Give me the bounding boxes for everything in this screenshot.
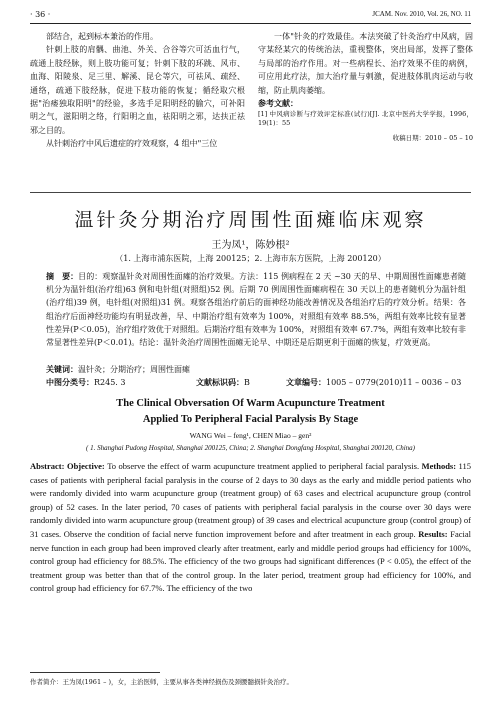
abstract-label-zh: 摘 要： — [46, 271, 79, 281]
paragraph: 一体"针灸的疗效最佳。本法突破了针灸治疗中风病，固守某经某穴的传统治法，重视整体，突出局部，发挥了整体与局部的治疗作用。对一些病程长、治疗效果不佳的病例，可应用此疗法，加大治疗量与剌激，促进肢体肌肉运动与收缩，防止肌肉萎缩。 — [258, 32, 473, 95]
paragraph: 部结合，起到标本兼治的作用。 — [46, 32, 158, 41]
reference-item: [1] 中风病诊断与疗效评定标准(试行)[J]. 北京中医药大学学报，1996，19(1)：55 — [258, 110, 473, 128]
authors-en: WANG Wei – feng¹, CHEN Miao – gen² — [189, 431, 312, 440]
objective-text: To observe the effect of warm acupuncture treatment applied to peripheral facial paralysis. — [107, 461, 420, 471]
article-title-zh: 温针灸分期治疗周围性面瘫临床观察 — [74, 209, 427, 231]
author-footnote: 作者简介：王为凤(1961 – )，女，主治医师，主要从事各类神经损伤及颈腰髓损针灸治疗。 — [30, 678, 293, 686]
affiliation-zh: （1. 上海市浦东医院，上海 200125；2. 上海市东方医院，上海 200120） — [115, 254, 386, 263]
article-no-value: 1005 – 0779(2010)11 – 0036 – 03 — [326, 378, 462, 387]
doc-code-label: 文献标识码： — [196, 377, 244, 387]
cls-label: 中图分类号： — [46, 377, 94, 387]
article-no-label: 文章编号： — [286, 377, 326, 387]
classification-line — [46, 377, 476, 388]
section-divider — [30, 192, 471, 193]
article-title-en — [0, 396, 501, 428]
results-label: Results — [418, 528, 445, 539]
title-line: Applied To Peripheral Facial Paralysis By Stage — [142, 414, 359, 425]
page-number: · 36 · — [30, 10, 51, 19]
affiliation-en: ( 1. Shanghai Pudong Hospital, Shanghai 200125, China; 2. Shanghai Dongfang Hospital, Shanghai 200120, China) — [85, 444, 415, 452]
abstract-text-zh: 目的：观察温针灸对周围性面瘫的治疗效果。方法：115 例病程在 2 天 ~30 天的早、中期周围性面瘫患者随机分为温针组(治疗组)63 例和电针组(对照组)52 例。后期 70 例周围性面瘫病程在 30 天以上的患者随机分为温针组(治疗组)39 例，电针组(对照组)31 例。观察各组治疗前后的面神经功能改善情况及各组治疗后的疗效分析。结果：各组治疗后面神经功能均有明显改善，早、中期治疗组有效率为 100%，对照组有效率 88.5%，两组有效率比较有显著性差异(P＜0.05)，治疗组疗效优于对照组。后期治疗组有效率为 100%，对照组有效率 67.7%，两组有效率比较有非常显著性差异(P＜0.01)。结论：温针灸治疗周围性面瘫无论早、中期还是后期更利于面瘫的恢复，疗效更高。 — [46, 272, 467, 348]
footnote-rule — [30, 672, 160, 673]
keywords-label: 关键词： — [46, 364, 78, 374]
abstract-label-en: Abstract — [30, 461, 62, 471]
references-heading: 参考文献： — [258, 98, 298, 109]
journal-header: JCAM. Nov. 2010, Vol. 26, NO. 11 — [372, 10, 471, 18]
received-date: 收稿日期：2010 – 05 – 10 — [392, 134, 473, 143]
title-line: The Clinical Obversation Of Warm Acupuncture Treatment — [116, 398, 385, 409]
abstract-en: Abstract: Objective: To observe the effect of warm acupuncture treatment applied to peripheral facial paralysis. Methods: 115 cases of patients with peripheral facial paralysis in the course of 2 days to 30 days as the early and middle period patients who were randomly divided into warm acupuncture group (treatment group) of 63 cases and electrical acupuncture group (control group) of 52 cases. In the later period, 70 cases of patients with peripheral facial paralysis in the course over 30 days were randomly divided into warm acupuncture group (treatment group) of 39 cases and electrical acupuncture group (control group) of 31 cases. Observe the condition of facial nerve function improvement before and after treatment in each group. Results: Facial nerve function in each group had been improved clearly after treatment, early and middle period groups had efficiency for 100%, control group had efficiency for 88.5%. The efficiency of the two groups had significant differences (P < 0.05), the effect of the treatment group was better than that of the control group. In the later period, treatment group had efficiency for 100%, and control group had efficiency for 67.7%. The efficiency of the two — [30, 461, 471, 594]
methods-text: 115 cases of patients with peripheral facial paralysis in the course of 2 days to 30 days as the early and middle period patients who were randomly divided into warm acupuncture group (treatment group) of 63 cases and electrical acupuncture group (control group) of 52 cases. In the later period, 70 cases of patients with peripheral facial paralysis in the course over 30 days were randomly divided into warm acupuncture group (treatment group) of 39 cases and electrical acupuncture group (control group) of 31 cases. Observe the condition of facial nerve function improvement before and after treatment in each group. — [30, 461, 471, 539]
right-column — [258, 30, 473, 146]
objective-label: Objective — [66, 461, 102, 471]
cls-value: R245. 3 — [94, 378, 126, 387]
paragraph: 针刺上肢的肩髃、曲池、外关、合谷等穴可活血行气，疏通上肢经脉，则上肢功能可复；针刺下肢的环跳、风市、血海、阳陵泉、足三里、解溪、昆仑等穴，可祛风、疏经、通络，疏通下肢经脉，促进下肢功能的恢复；循经取穴根据"治痿独取阳明"的经验，多选手足阳明经的腧穴，可补阳明之气，滋阳明之络，行阳明之血，祛阳明之邪，达扶正祛邪之目的。 — [30, 45, 245, 135]
left-column — [30, 30, 245, 151]
results-text: Facial nerve function in each group had been improved clearly after treatment, early and middle period groups had efficiency for 100%, control group had efficiency for 88.5%. The efficiency of the two groups had significant differences (P < 0.05), the effect of the treatment group was better than that of the control group. In the later period, treatment group had efficiency for 100%, and control group had efficiency for 67.7%. The efficiency of the two — [30, 528, 471, 594]
doc-code-value: B — [244, 378, 250, 387]
paragraph: 从针刺治疗中风后遗症的疗效观察，4 组中"三位 — [46, 139, 218, 149]
header-rule — [30, 23, 471, 24]
authors-zh: 王为凤¹，陈妙根² — [211, 240, 290, 251]
keywords-zh — [46, 364, 190, 375]
abstract-zh — [46, 270, 466, 349]
methods-label: Methods — [421, 461, 454, 471]
keywords-text: 温针灸；分期治疗；周围性面瘫 — [78, 365, 190, 374]
